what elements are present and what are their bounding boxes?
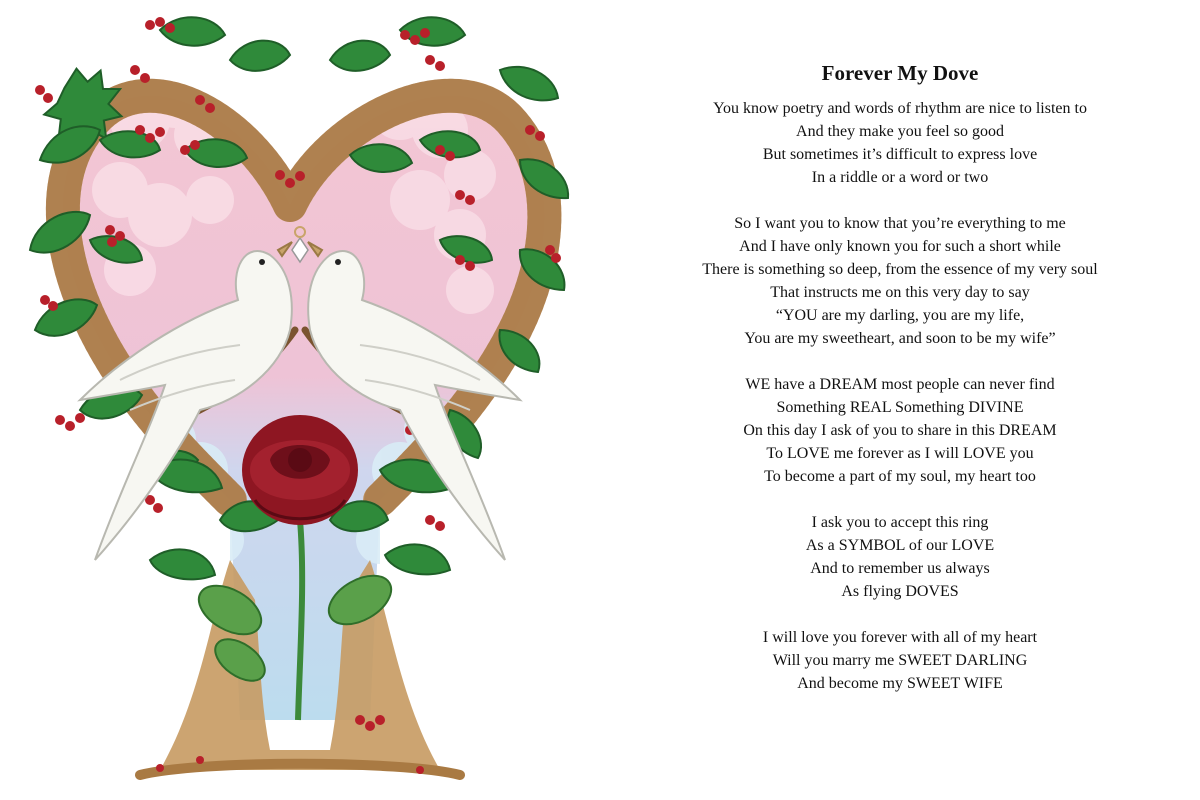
poem-line: Something REAL Something DIVINE — [776, 399, 1024, 416]
poem-title: Forever My Dove — [821, 61, 979, 85]
poem-line: Will you marry me SWEET DARLING — [772, 652, 1028, 669]
poem-line: So I want you to know that you’re everything to me — [734, 215, 1066, 232]
stanza-5 — [600, 626, 1200, 695]
stanza-2 — [600, 212, 1200, 350]
poem — [600, 60, 1200, 718]
poem-line: And they make you feel so good — [796, 123, 1004, 140]
poem-line: In a riddle or a word or two — [811, 169, 989, 186]
poem-line: There is something so deep, from the essence of my very soul — [702, 261, 1098, 278]
poem-line: You know poetry and words of rhythm are nice to listen to — [713, 100, 1087, 117]
poem-line: As a SYMBOL of our LOVE — [805, 537, 995, 554]
stanza-3 — [600, 373, 1200, 488]
stanza-4 — [600, 511, 1200, 603]
poem-line: And I have only known you for such a short while — [739, 238, 1061, 255]
poem-line: That instructs me on this very day to say — [770, 284, 1030, 301]
stanza-1 — [600, 97, 1200, 189]
poem-line: To become a part of my soul, my heart too — [764, 468, 1036, 485]
poem-line: I will love you forever with all of my heart — [762, 629, 1038, 646]
poem-line: And become my SWEET WIFE — [797, 675, 1003, 692]
poem-line: “YOU are my darling, you are my life, — [775, 307, 1025, 324]
poem-line: On this day I ask of you to share in this DREAM — [743, 422, 1057, 439]
poem-line: To LOVE me forever as I will LOVE you — [766, 445, 1034, 462]
poem-line: But sometimes it’s difficult to express love — [762, 146, 1038, 163]
poem-line: I ask you to accept this ring — [811, 514, 989, 531]
poem-line: WE have a DREAM most people can never find — [745, 376, 1055, 393]
poem-line: You are my sweetheart, and soon to be my wife” — [744, 330, 1056, 347]
rose-icon — [242, 415, 358, 525]
poem-line: As flying DOVES — [841, 583, 959, 600]
poem-line: And to remember us always — [810, 560, 990, 577]
